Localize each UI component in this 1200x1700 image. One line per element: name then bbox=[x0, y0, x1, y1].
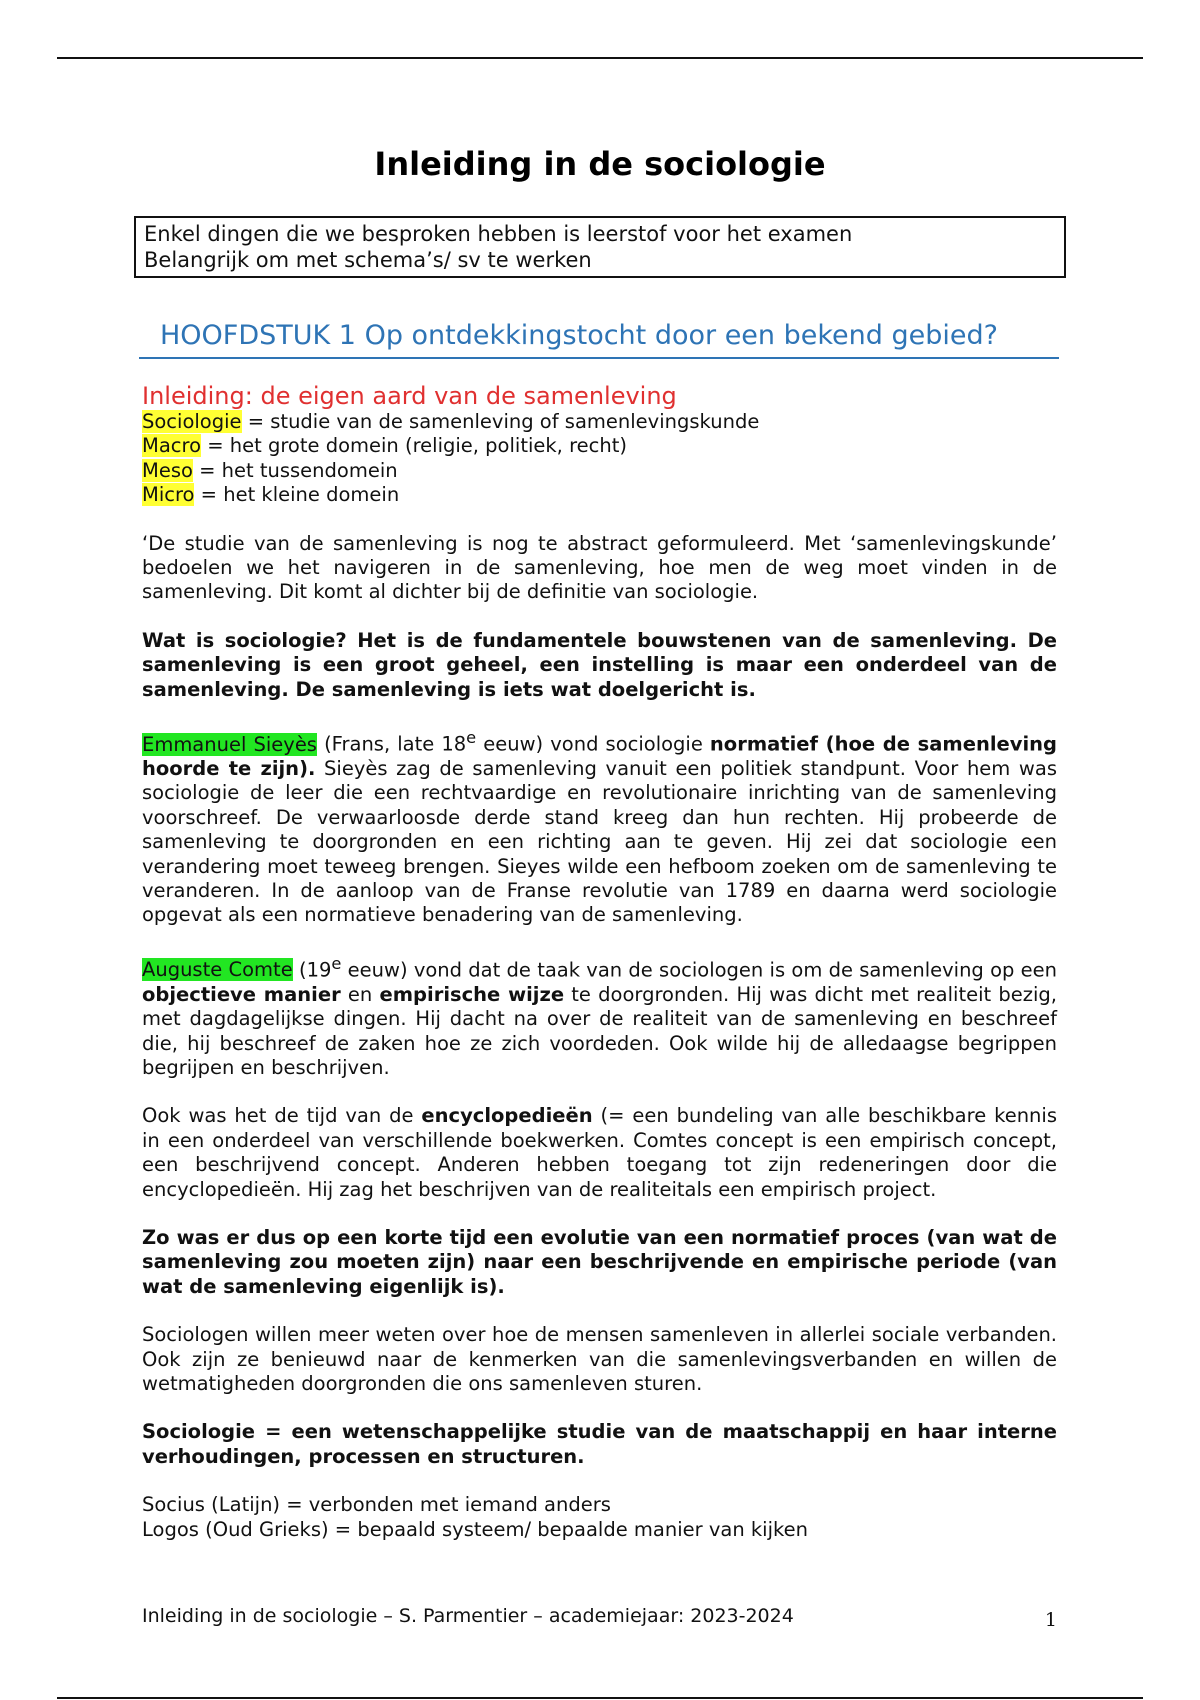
footer-text: Inleiding in de sociologie – S. Parmentier – academiejaar: 2023-2024 bbox=[142, 1605, 794, 1627]
paragraph-definitie: Sociologie = een wetenschappelijke studie van de maatschappij en haar interne verhoudingen, processen en structuren. bbox=[142, 1420, 1057, 1468]
paragraph-evolutie: Zo was er dus op een korte tijd een evolutie van een normatief proces (van wat de samenleving zou moeten zijn) naar een beschrijvende en empirische periode (van wat de samenleving eigenlijk is). bbox=[142, 1225, 1057, 1298]
footer-rule bbox=[57, 1697, 1143, 1699]
definition-list bbox=[142, 410, 1057, 508]
page-footer bbox=[142, 1605, 1057, 1631]
note-line-1: Enkel dingen die we besproken hebben is leerstof voor het examen bbox=[144, 222, 853, 246]
definition-text: = het kleine domein bbox=[194, 483, 400, 507]
main-content bbox=[142, 382, 1057, 1542]
bold-phrase: objectieve manier bbox=[142, 982, 341, 1006]
definition-term: Micro bbox=[142, 483, 195, 507]
paragraph-samenlevingskunde: ‘De studie van de samenleving is nog te abstract geformuleerd. Met ‘samenlevingskunde’ bedoelen we het navigeren in de samenleving, hoe men de weg moet vinden in de samenleving. Dit komt al dichter bij de definitie van sociologie. bbox=[142, 531, 1057, 604]
definition-text: = studie van de samenleving of samenlevingskunde bbox=[241, 410, 760, 433]
highlighted-name: Emmanuel Sieyès bbox=[142, 732, 317, 756]
definition-item bbox=[142, 483, 1057, 507]
definition-item bbox=[142, 434, 1057, 458]
section-heading: Inleiding: de eigen aard van de samenleving bbox=[142, 382, 677, 410]
bold-phrase: normatief (hoe de samenleving hoorde te zijn). bbox=[142, 732, 1057, 780]
paragraph-comte: Auguste Comte (19e eeuw) vond dat de taak van de sociologen is om de samenleving op een objectieve manier en empirische wijze te doorgronden. Hij was dicht met realiteit bezig, met dagdagelijkse dingen. Hij dacht na over de realiteit van de samenleving en beschreef die, hij beschreef de zaken hoe ze zich voordeden. Ook wilde hij de alledaagse begrippen begrijpen en beschrijven. bbox=[142, 953, 1058, 1079]
definition-term: Sociologie bbox=[142, 410, 242, 433]
paragraph-sieyes: Emmanuel Sieyès (Frans, late 18e eeuw) vond sociologie normatief (hoe de samenleving hoorde te zijn). Sieyès zag de samenleving vanuit een politiek standpunt. Voor hem was sociologie de leer die een rechtvaardige en revolutionaire inrichting van de samenleving voorschreef. De verwaarloosde derde stand kreeg dan hun rechten. Hij probeerde de samenleving te doorgronden en een richting aan te geven. Hij zei dat sociologie een verandering moet teweeg brengen. Sieyes wilde een hefboom zoeken om de samenleving te veranderen. In de aanloop van de Franse revolutie van 1789 en daarna werd sociologie opgevat als een normatieve benadering van de samenleving. bbox=[142, 728, 1057, 927]
definition-term: Meso bbox=[142, 458, 193, 482]
page-title: Inleiding in de sociologie bbox=[374, 145, 826, 183]
page-number: 1 bbox=[1044, 1609, 1057, 1631]
paragraph-wat-is-sociologie: Wat is sociologie? Het is de fundamentele bouwstenen van de samenleving. De samenleving is een groot geheel, een instelling is maar een onderdeel van de samenleving. De samenleving is iets wat doelgericht is. bbox=[142, 628, 1057, 701]
note-line-2: Belangrijk om met schema’s/ sv te werken bbox=[144, 248, 592, 272]
definition-item bbox=[142, 410, 1057, 434]
etymology bbox=[142, 1493, 1057, 1542]
etymology-line: Socius (Latijn) = verbonden met iemand anders bbox=[142, 1493, 611, 1517]
definition-term: Macro bbox=[142, 434, 202, 458]
bold-phrase: empirische wijze bbox=[379, 982, 565, 1006]
definition-text: = het grote domein (religie, politiek, recht) bbox=[201, 434, 627, 458]
bold-phrase: encyclopedieën bbox=[421, 1104, 593, 1128]
definition-item bbox=[142, 459, 1057, 483]
header-rule bbox=[57, 57, 1143, 59]
definition-text: = het tussendomein bbox=[192, 458, 398, 482]
etymology-line: Logos (Oud Grieks) = bepaald systeem/ bepaalde manier van kijken bbox=[142, 1517, 808, 1541]
paragraph-sociologen: Sociologen willen meer weten over hoe de mensen samenleven in allerlei sociale verbanden. Ook zijn ze benieuwd naar de kenmerken van die samenlevingsverbanden en willen de wetmatigheden doorgronden die ons samenleven sturen. bbox=[142, 1323, 1057, 1395]
chapter-heading: HOOFDSTUK 1 Op ontdekkingstocht door een bekend gebied? bbox=[139, 320, 1059, 359]
highlighted-name: Auguste Comte bbox=[142, 958, 293, 982]
paragraph-encyclopedieen: Ook was het de tijd van de encyclopedieën (= een bundeling van alle beschikbare kennis in een onderdeel van verschillende boekwerken. Comtes concept is een empirisch concept, een beschrijvend concept. Anderen hebben toegang tot zijn redeneringen door die encyclopedieën. Hij zag het beschrijven van de realiteitals een empirisch project. bbox=[142, 1104, 1057, 1201]
note-box bbox=[134, 216, 1066, 278]
